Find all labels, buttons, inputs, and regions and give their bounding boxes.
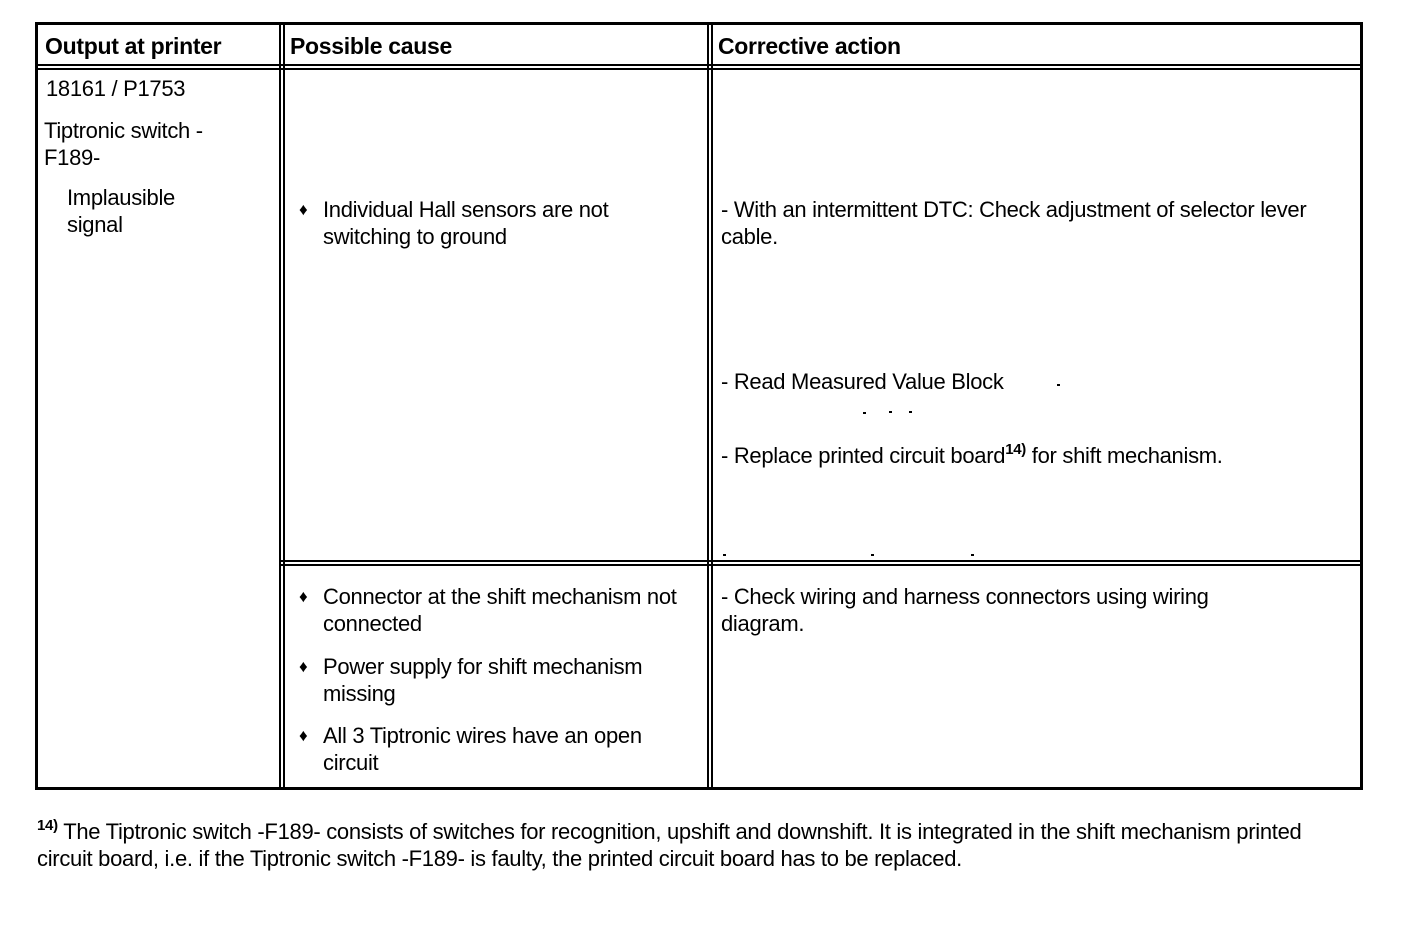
- table-border-left: [35, 22, 38, 790]
- cause-text: Power supply for shift mechanism missing: [323, 654, 643, 706]
- cause-text: All 3 Tiptronic wires have an open circuit: [323, 723, 642, 775]
- action-replace-pcb-tail: for shift mechanism.: [1025, 443, 1223, 468]
- bullet-diamond-icon: ♦: [299, 657, 308, 676]
- header-divider: [35, 64, 1363, 66]
- header-divider-b: [35, 68, 1363, 70]
- scan-speck: [909, 411, 912, 413]
- footnote: [37, 818, 1337, 872]
- fault-component: Tiptronic switch -F189-: [44, 118, 203, 170]
- row-divider-b: [281, 564, 1363, 566]
- column-divider-1: [279, 22, 281, 790]
- header-cause: Possible cause: [290, 33, 452, 59]
- action-replace-pcb: [721, 442, 1341, 469]
- action-read-mvb: - Read Measured Value Block: [721, 369, 1004, 394]
- cause-text: Connector at the shift mechanism not connected: [323, 584, 677, 636]
- action-check-wiring: - Check wiring and harness connectors using wiring diagram.: [721, 584, 1209, 636]
- scan-speck: [871, 554, 874, 556]
- table-border-right: [1360, 22, 1363, 790]
- scan-speck: [863, 412, 866, 414]
- scan-speck: [971, 554, 974, 556]
- row-divider: [281, 560, 1363, 562]
- bullet-diamond-icon: ♦: [299, 726, 308, 745]
- cause-text: Individual Hall sensors are not switching to ground: [323, 197, 609, 249]
- column-divider-2: [707, 22, 709, 790]
- header-output: Output at printer: [45, 33, 222, 59]
- column-divider-2b: [711, 22, 713, 790]
- fault-code: 18161 / P1753: [46, 76, 186, 101]
- table-border-bottom: [35, 787, 1363, 790]
- footnote-ref: 14): [1005, 441, 1026, 458]
- fault-condition: Implausible signal: [67, 185, 175, 237]
- scan-speck: [889, 411, 892, 413]
- scan-speck: [723, 554, 726, 556]
- header-action: Corrective action: [718, 33, 901, 59]
- column-divider-1b: [283, 22, 285, 790]
- action-replace-pcb-text: - Replace printed circuit board: [721, 443, 1006, 468]
- footnote-mark: 14): [37, 817, 58, 834]
- scan-speck: [1057, 384, 1060, 386]
- footnote-text: The Tiptronic switch -F189- consists of switches for recognition, upshift and downshift. It is integrated in the shift mechanism printed circuit board, i.e. if the Tiptronic switch -F189- is faulty, the printed circuit board has to be replaced.: [37, 819, 1302, 871]
- diagnostic-table: [35, 22, 1363, 790]
- action-check-adjustment: - With an intermittent DTC: Check adjustment of selector lever cable.: [721, 197, 1307, 249]
- bullet-diamond-icon: ♦: [299, 587, 308, 606]
- bullet-diamond-icon: ♦: [299, 200, 308, 219]
- table-border-top: [35, 22, 1363, 25]
